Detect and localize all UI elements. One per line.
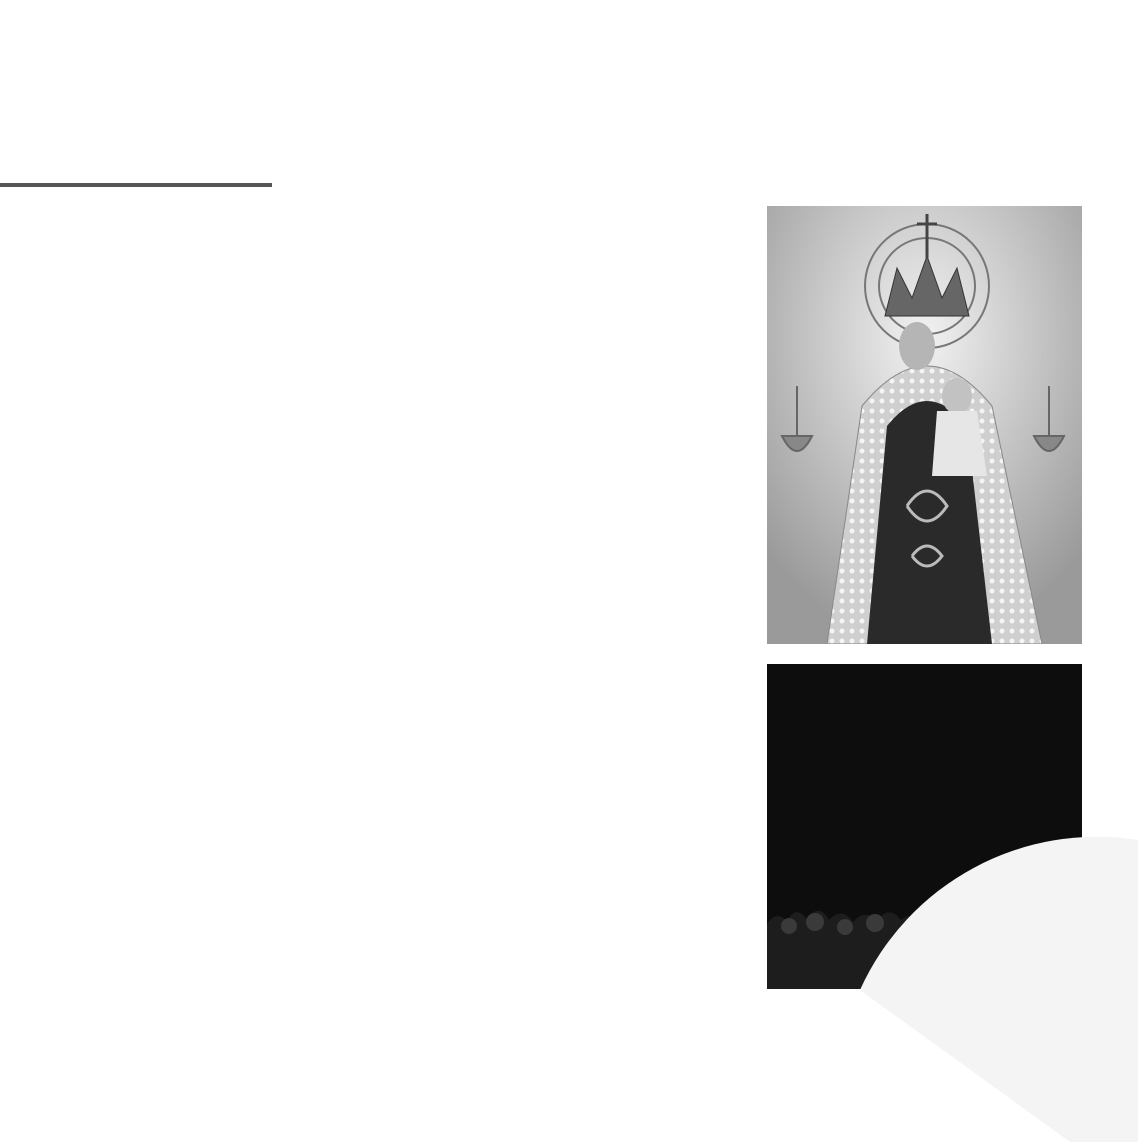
- schedule-text: [88, 281, 698, 298]
- polka-dot-fan-icon: [850, 830, 1138, 1142]
- title-rule: [0, 183, 272, 187]
- top-fan-garland: [0, 0, 1138, 110]
- virgin-photo: [767, 206, 1082, 644]
